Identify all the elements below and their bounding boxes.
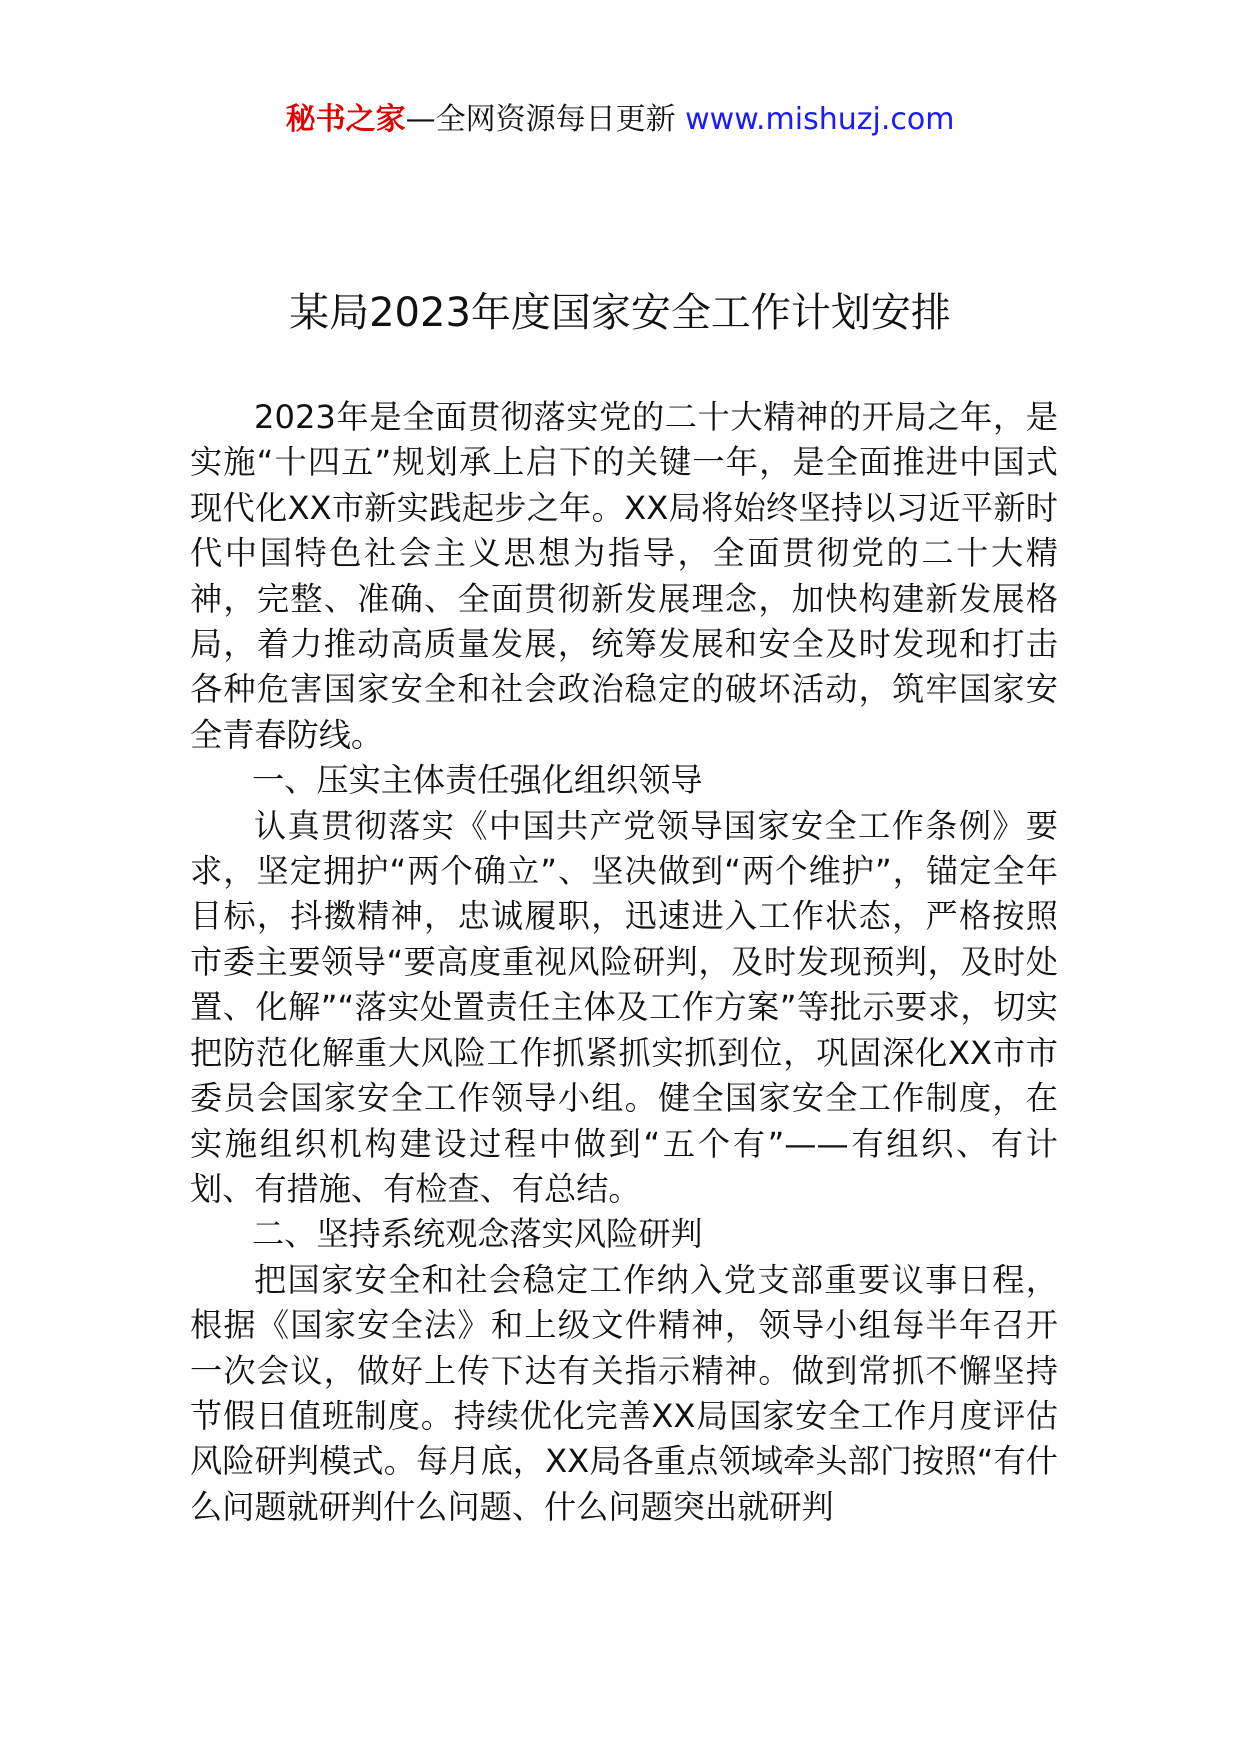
- paragraph-section-1: 认真贯彻落实《中国共产党领导国家安全工作条例》要求，坚定拥护“两个确立”、坚决做到“两个维护”，锚定全年目标，抖擞精神，忠诚履职，迅速进入工作状态，严格按照市委主要领导“要高度重视风险研判，及时发现预判，及时处置、化解”“落实处置责任主体及工作方案”等批示要求，切实把防范化解重大风险工作抓紧抓实抓到位，巩固深化XX市市委员会国家安全工作领导小组。健全国家安全工作制度，在实施组织机构建设过程中做到“五个有”——有组织、有计划、有措施、有检查、有总结。: [190, 806, 1058, 1208]
- paragraph-intro: 2023年是全面贯彻落实党的二十大精神的开局之年，是实施“十四五”规划承上启下的关键一年，是全面推进中国式现代化XX市新实践起步之年。XX局将始终坚持以习近平新时代中国特色社会主义思想为指导，全面贯彻党的二十大精神，完整、准确、全面贯彻新发展理念，加快构建新发展格局，着力推动高质量发展，统筹发展和安全及时发现和打击各种危害国家安全和社会政治稳定的破坏活动，筑牢国家安全青春防线。: [190, 398, 1058, 754]
- section-heading-1: 一、压实主体责任强化组织领导: [252, 761, 703, 800]
- section-heading-2: 二、坚持系统观念落实风险研判: [252, 1215, 703, 1254]
- brand-name: 秘书之家: [285, 102, 406, 137]
- header-tagline: 全网资源每日更新: [435, 102, 676, 137]
- site-url-link[interactable]: www.mishuzj.com: [685, 102, 955, 137]
- document-body: [190, 395, 1058, 1530]
- site-header: [0, 98, 1240, 142]
- paragraph-section-2: 把国家安全和社会稳定工作纳入党支部重要议事日程，根据《国家安全法》和上级文件精神，领导小组每半年召开一次会议，做好上传下达有关指示精神。做到常抓不懈坚持节假日值班制度。持续优化完善XX局国家安全工作月度评估风险研判模式。每月底，XX局各重点领域牵头部门按照“有什么问题就研判什么问题、什么问题突出就研判: [190, 1260, 1058, 1526]
- header-separator: —: [405, 102, 436, 137]
- document-title: 某局2023年度国家安全工作计划安排: [289, 290, 951, 336]
